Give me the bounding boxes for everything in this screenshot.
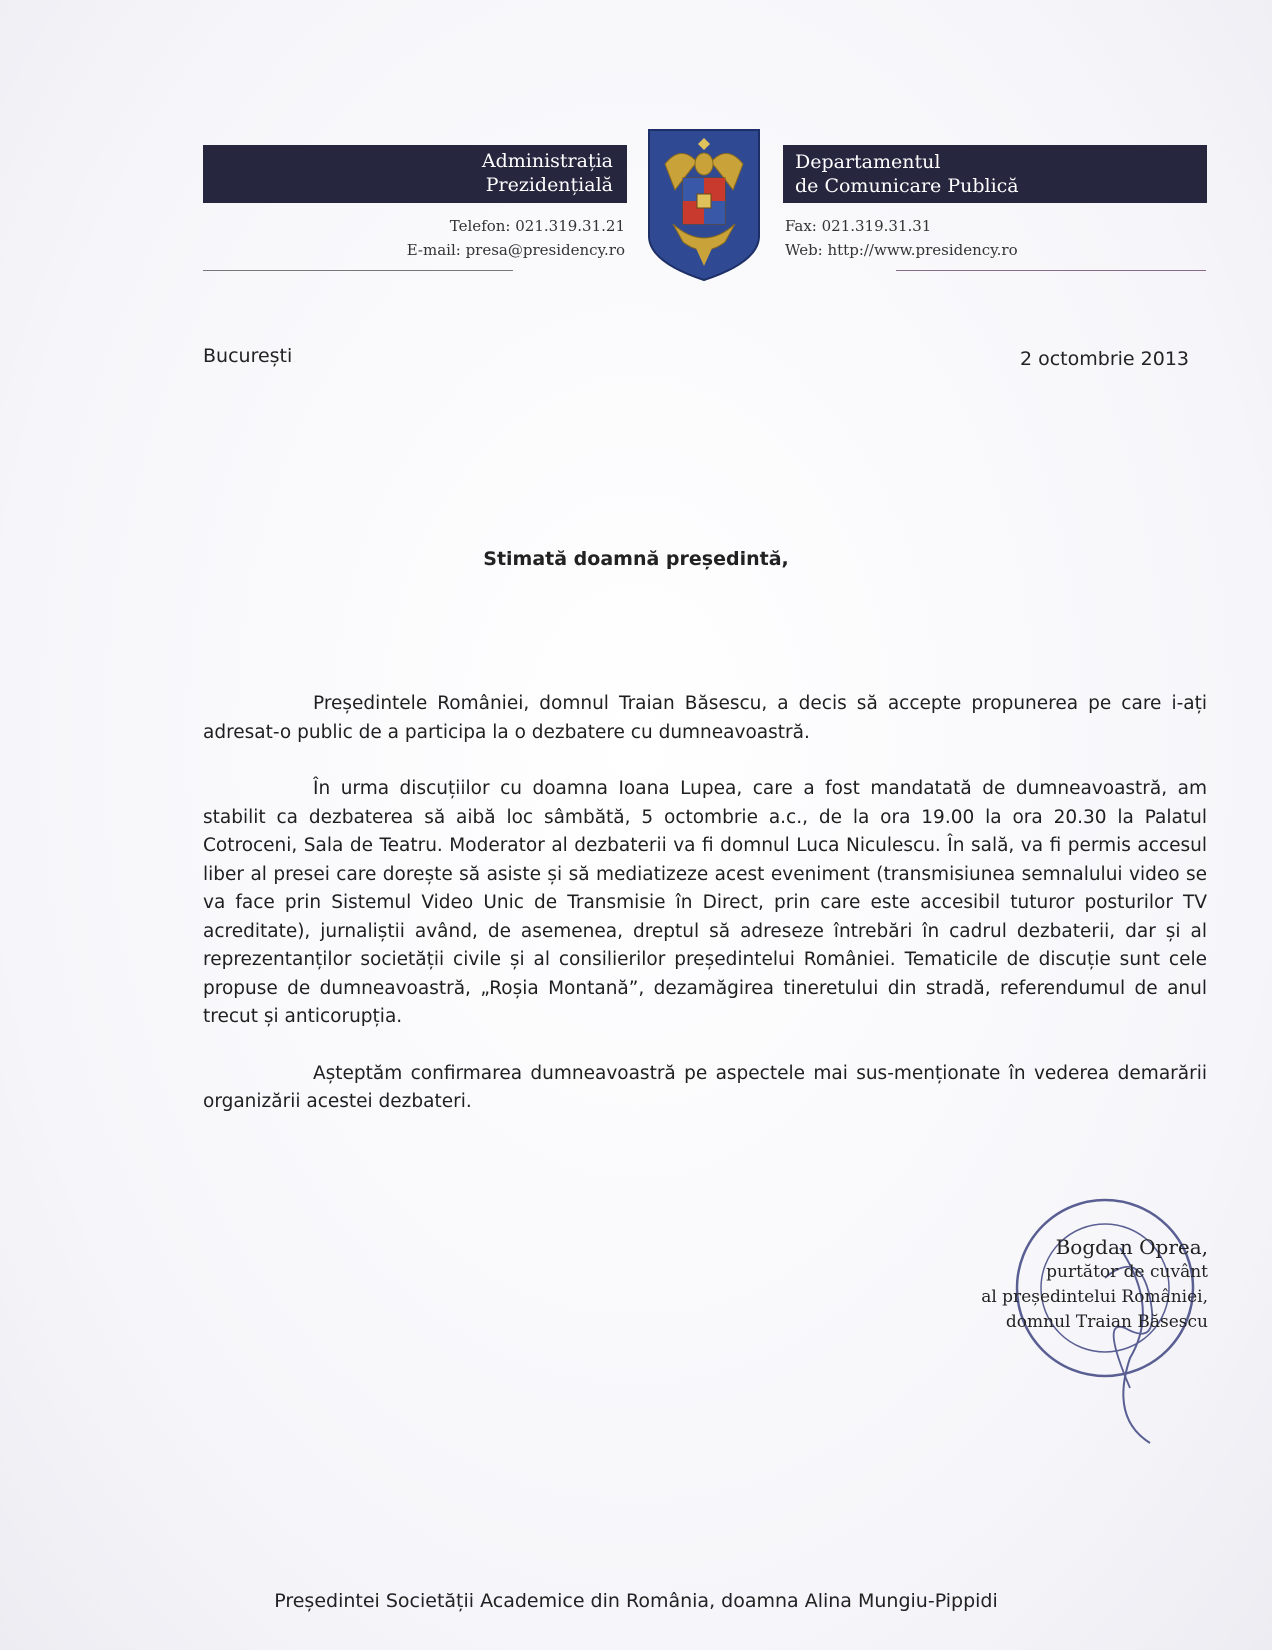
signature-block xyxy=(981,1235,1208,1335)
contact-left xyxy=(203,214,625,262)
paragraph: În urma discuțiilor cu doamna Ioana Lupea, care a fost mandatată de dumneavoastră, am stabilit ca dezbaterea să aibă loc sâmbătă, 5 octombrie a.c., de la ora 19.00 la ora 20.30 la Palatul Cotroceni, Sala de Teatru. Moderator al dezbaterii va fi domnul Luca Niculescu. În sală, va fi permis accesul liber al presei care dorește să asiste și să mediatizeze acest eveniment (transmisiunea semnalului video se va face prin Sistemul Video Unic de Transmisie în Direct, prin care este accesibil tuturor posturilor TV acreditate), jurnaliștii având, de asemenea, dreptul să adreseze întrebări în cadrul dezbaterii, dar și al reprezentanților societății civile și al consilierilor președintelui României. Tematicile de discuție sunt cele propuse de dumneavoastră, „Roșia Montană”, dezamăgirea tineretului din stradă, referendumul de anul trecut și anticorupția. xyxy=(203,778,1207,1027)
band-left-line-2: Prezidențială xyxy=(485,174,613,196)
fax-text: Fax: 021.319.31.31 xyxy=(785,217,932,235)
coat-of-arms-icon xyxy=(645,124,763,284)
signatory-title: al președintelui României, xyxy=(981,1287,1208,1307)
web-text: Web: http://www.presidency.ro xyxy=(785,241,1018,259)
email-text: E-mail: presa@presidency.ro xyxy=(406,241,625,259)
letter-place: București xyxy=(203,345,293,367)
header-rule-right xyxy=(896,270,1206,271)
letter-date: 2 octombrie 2013 xyxy=(1019,348,1189,370)
signatory-title: purtător de cuvânt xyxy=(1046,1262,1208,1282)
header-band-left xyxy=(203,145,627,203)
phone-text: Telefon: 021.319.31.21 xyxy=(449,217,625,235)
letter-body xyxy=(203,690,1207,1145)
signatory-title: domnul Traian Băsescu xyxy=(1005,1312,1208,1332)
band-right-line-2: de Comunicare Publică xyxy=(795,175,1019,197)
recipient-line: Președintei Societății Academice din România, doamna Alina Mungiu-Pippidi xyxy=(274,1590,998,1612)
contact-right xyxy=(785,214,1185,262)
salutation: Stimată doamnă președintă, xyxy=(483,548,789,570)
signatory-name: Bogdan Oprea, xyxy=(1055,1235,1208,1259)
paragraph: Președintele României, domnul Traian Băsescu, a decis să accepte propunerea pe care i-ați adresat-o public de a participa la o dezbatere cu dumneavoastră. xyxy=(203,693,1207,743)
header-rule-left xyxy=(203,270,513,271)
header-band-right xyxy=(783,145,1207,203)
band-right-line-1: Departamentul xyxy=(795,151,941,173)
paragraph: Așteptăm confirmarea dumneavoastră pe aspectele mai sus-menționate în vederea demarării organizării acestei dezbateri. xyxy=(203,1062,1207,1112)
band-left-line-1: Administrația xyxy=(481,150,613,172)
